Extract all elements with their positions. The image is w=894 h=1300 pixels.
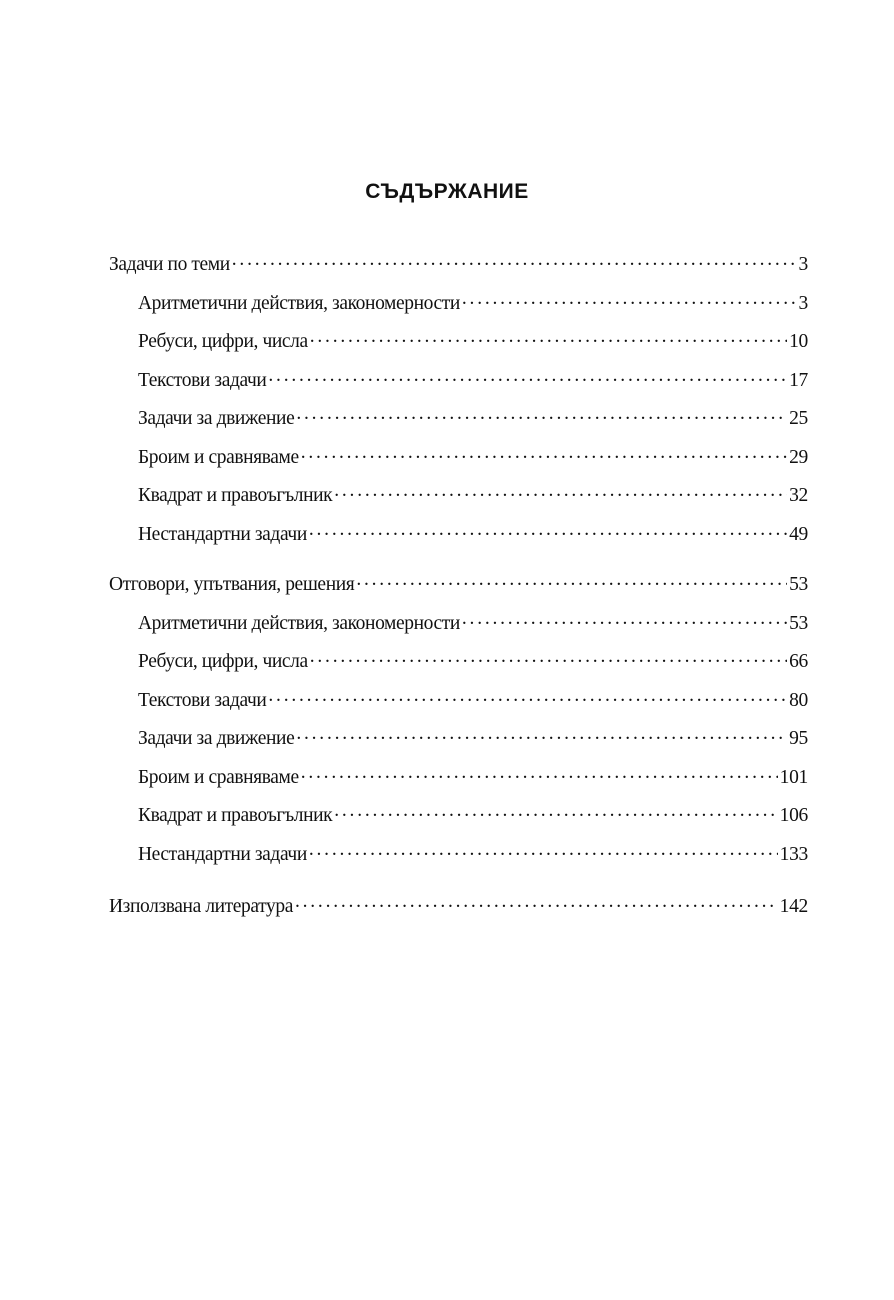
toc-entry-subsection[interactable] [138,840,808,867]
dot-leader [310,327,787,347]
toc-entry-subsection[interactable] [138,481,808,508]
dot-leader [309,840,778,860]
toc-page-number: 29 [789,446,808,468]
toc-entry-subsection[interactable] [138,404,808,431]
dot-leader [462,289,797,309]
toc-entry-label: Квадрат и правоъгълник [138,484,333,506]
toc-entry-subsection[interactable] [138,724,808,751]
toc-page-number: 53 [789,573,808,595]
dot-leader [268,366,787,386]
toc-entry-subsection[interactable] [138,366,808,393]
dot-leader [356,570,787,590]
toc-entry-label: Квадрат и правоъгълник [138,804,333,826]
toc-page-number: 66 [789,650,808,672]
toc-entry-label: Нестандартни задачи [138,843,307,865]
toc-page-number: 3 [798,292,808,314]
toc-entry-label: Използвана литература [109,895,293,917]
toc-entry-label: Текстови задачи [138,689,267,711]
dot-leader [310,647,787,667]
toc-entry-subsection[interactable] [138,289,808,316]
page-title: СЪДЪРЖАНИЕ [365,180,529,203]
toc-entry-label: Броим и сравняваме [138,766,299,788]
toc-page-number: 142 [779,895,808,917]
toc-page-number: 49 [789,523,808,545]
toc-page-number: 80 [789,689,808,711]
toc-entry-label: Аритметични действия, закономерности [138,612,460,634]
toc-entry-subsection[interactable] [138,763,808,790]
toc-entry-label: Ребуси, цифри, числа [138,650,308,672]
toc-entry-subsection[interactable] [138,647,808,674]
toc-page-number: 106 [779,804,808,826]
toc-entry-subsection[interactable] [138,520,808,547]
dot-leader [301,763,778,783]
toc-page-number: 17 [789,369,808,391]
dot-leader [296,404,787,424]
toc-page-number: 101 [779,766,808,788]
toc-entry-label: Броим и сравняваме [138,446,299,468]
toc-page-number: 95 [789,727,808,749]
dot-leader [462,609,787,629]
toc-entry-label: Отговори, упътвания, решения [109,573,355,595]
dot-leader [296,724,787,744]
toc-entry-label: Ребуси, цифри, числа [138,330,308,352]
toc-page-number: 53 [789,612,808,634]
toc-entry-label: Нестандартни задачи [138,523,307,545]
toc-entry-subsection[interactable] [138,443,808,470]
toc-entry-subsection[interactable] [138,327,808,354]
dot-leader [295,892,778,912]
toc-entry-label: Аритметични действия, закономерности [138,292,460,314]
dot-leader [334,801,777,821]
toc-entry-section[interactable] [109,892,808,919]
dot-leader [334,481,787,501]
dot-leader [232,250,797,270]
toc-entry-label: Задачи за движение [138,407,295,429]
toc-page-number: 10 [789,330,808,352]
toc-entry-label: Задачи за движение [138,727,295,749]
toc-entry-subsection[interactable] [138,609,808,636]
dot-leader [301,443,787,463]
toc-entry-subsection[interactable] [138,801,808,828]
toc-entry-section[interactable] [109,250,808,277]
toc-entry-label: Текстови задачи [138,369,267,391]
toc-entry-section[interactable] [109,570,808,597]
toc-page-number: 133 [779,843,808,865]
dot-leader [268,686,787,706]
toc-entry-subsection[interactable] [138,686,808,713]
toc-page-number: 25 [789,407,808,429]
toc-entry-label: Задачи по теми [109,253,230,275]
toc-page-number: 3 [798,253,808,275]
dot-leader [309,520,787,540]
toc-page-number: 32 [789,484,808,506]
